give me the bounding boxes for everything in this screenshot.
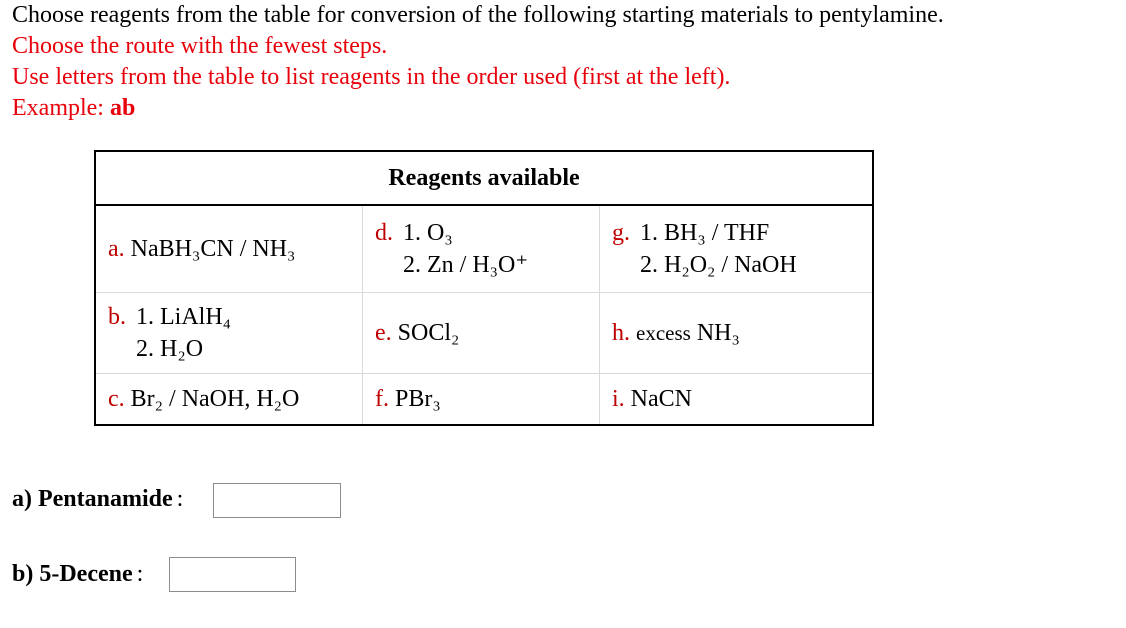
instruction-line-2: Choose the route with the fewest steps.	[12, 33, 388, 59]
reagent-h-prefix: excess	[636, 320, 691, 345]
reagent-e-letter: e.	[375, 319, 392, 346]
reagent-f	[363, 374, 600, 426]
reagent-h	[600, 293, 874, 374]
reagent-c-letter: c.	[108, 385, 125, 412]
reagent-a-text: NaBH₃CN / NH₃	[130, 235, 296, 262]
reagent-i	[600, 374, 874, 426]
answer-a-input[interactable]	[213, 483, 341, 518]
question-b-colon: :	[136, 561, 144, 587]
example-line	[12, 93, 135, 123]
question-b	[12, 561, 143, 588]
reagent-g-step1: 1. BH₃ / THF	[640, 220, 770, 246]
reagent-e-text: SOCl₂	[397, 319, 460, 346]
question-a-label: a) Pentanamide	[12, 486, 173, 512]
reagent-f-text: PBr₃	[395, 385, 441, 412]
example-label: Example:	[12, 95, 104, 121]
reagent-g	[600, 205, 874, 293]
reagent-c-text: Br₂ / NaOH, H₂O	[130, 385, 300, 412]
example-value: ab	[109, 95, 136, 121]
instruction-line-3: Use letters from the table to list reagents in the order used (first at the left).	[12, 64, 731, 90]
reagent-a	[95, 205, 363, 293]
reagent-b	[95, 293, 363, 374]
reagent-i-text: NaCN	[630, 385, 692, 412]
reagent-i-letter: i.	[612, 385, 625, 412]
reagents-table-title: Reagents available	[95, 151, 873, 205]
reagent-g-step2: 2. H₂O₂ / NaOH	[640, 252, 797, 278]
reagent-d-step2: 2. Zn / H₃O⁺	[403, 252, 529, 278]
reagent-f-letter: f.	[375, 385, 389, 412]
reagent-h-letter: h.	[612, 319, 630, 346]
reagent-h-text: NH₃	[696, 319, 740, 346]
reagent-b-step2: 2. H₂O	[136, 336, 204, 362]
question-a-colon: :	[176, 486, 184, 512]
reagent-e	[363, 293, 600, 374]
reagents-table	[94, 150, 874, 426]
reagent-d-letter: d.	[375, 220, 393, 246]
reagent-d	[363, 205, 600, 293]
reagent-b-letter: b.	[108, 304, 126, 330]
question-b-label: b) 5-Decene	[12, 561, 133, 587]
reagent-b-step1: 1. LiAlH₄	[136, 304, 232, 330]
instruction-line-1: Choose reagents from the table for conversion of the following starting materials to pentylamine.	[12, 2, 944, 28]
reagent-a-letter: a.	[108, 235, 125, 262]
answer-b-input[interactable]	[169, 557, 296, 592]
question-a	[12, 486, 183, 513]
reagent-c	[95, 374, 363, 426]
reagent-d-step1: 1. O₃	[403, 220, 453, 246]
reagent-g-letter: g.	[612, 220, 630, 246]
